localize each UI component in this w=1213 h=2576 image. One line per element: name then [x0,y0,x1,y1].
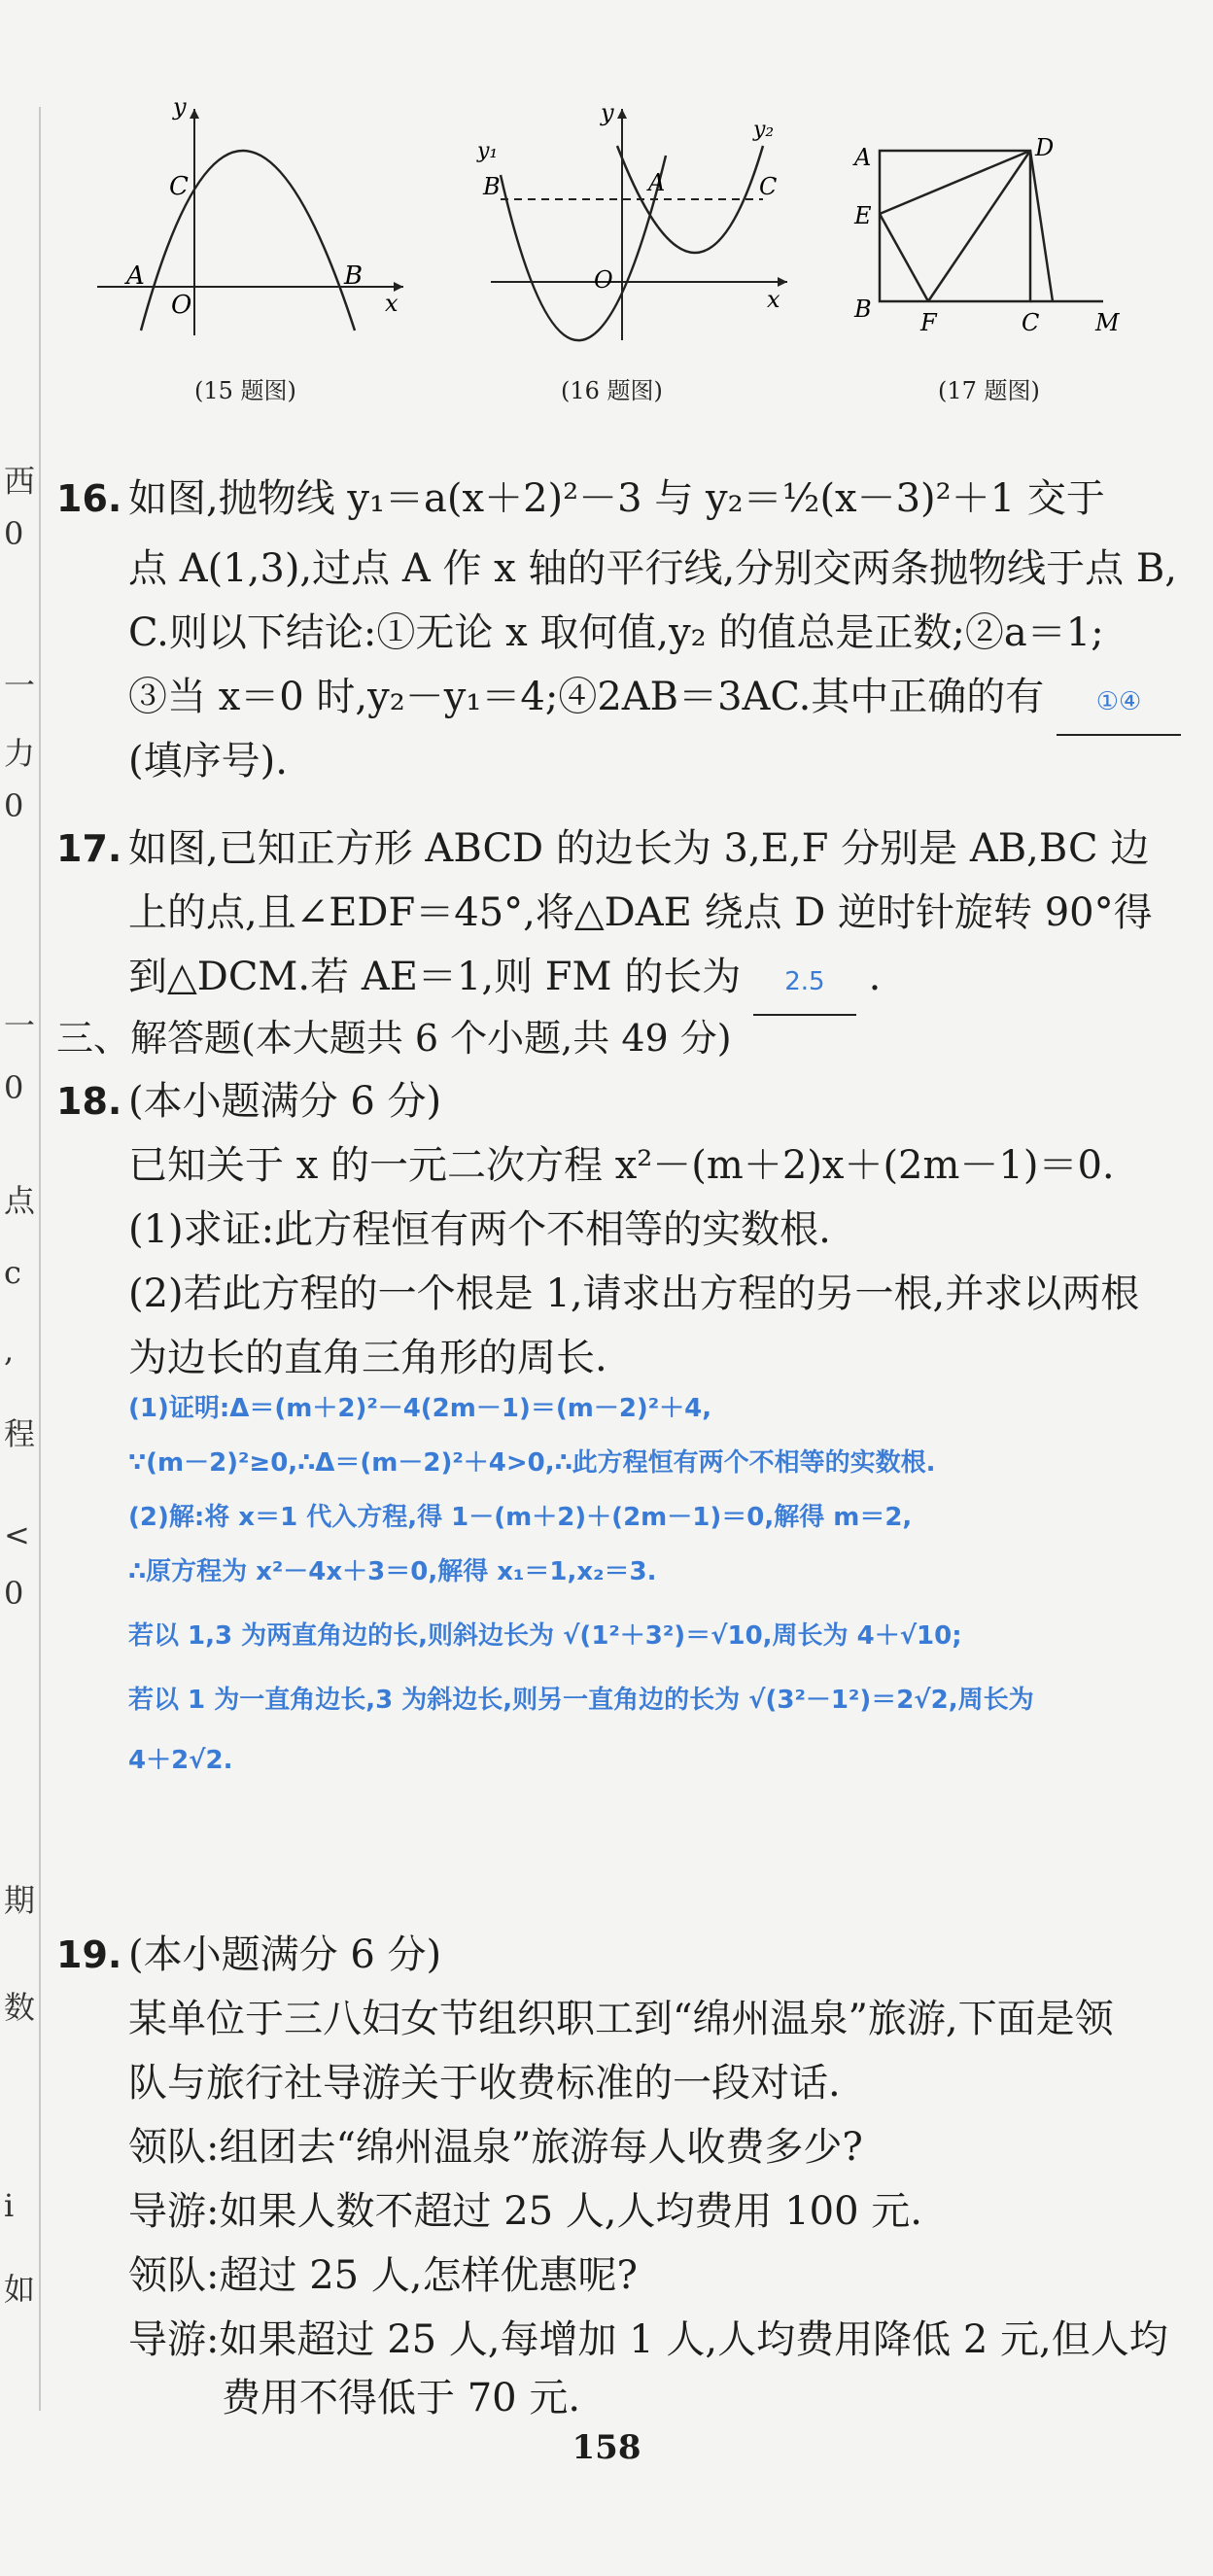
q18-solution-line-7: 4＋2√2. [128,1746,233,1775]
fig17-a-label: A [854,144,872,171]
gutter-glyph: 如 [4,2271,36,2308]
fig15-a-label: A [126,261,145,291]
gutter-glyph: i [4,2187,15,2224]
q16-line-4: ③当 x＝0 时,y₂－y₁＝4;④2AB＝3AC.其中正确的有 [128,675,1045,719]
gutter-glyph: 0 [4,1069,24,1106]
fig17-b-label: B [854,296,872,323]
q17-line-1: 如图,已知正方形 ABCD 的边长为 3,E,F 分别是 AB,BC 边 [128,826,1150,871]
question-number: 16. [56,477,122,520]
q18-line-4: (2)若此方程的一个根是 1,请求出方程的另一根,并求以两根 [128,1271,1140,1316]
q19-line-1: (本小题满分 6 分) [128,1932,442,1977]
question-17 [56,817,1174,1030]
q19-line-2: 某单位于三八妇女节组织职工到“绵州温泉”旅游,下面是领 [128,1997,1114,2041]
gutter-glyph: c [4,1254,21,1291]
q16-line-2: 点 A(1,3),过点 A 作 x 轴的平行线,分别交两条抛物线于点 B, [128,546,1177,591]
gutter-line [39,107,41,2411]
q17-line-3a: 到△DCM.若 AE＝1,则 FM 的长为 [128,955,742,999]
fig15-x-label: x [385,290,399,317]
q19-line-6: 领队:超过 25 人,怎样优惠呢? [128,2253,638,2298]
fig16-b-label: B [483,173,501,200]
figure-16-caption: (16 题图) [561,377,663,404]
q17-line-3b: . [868,955,882,999]
question-number: 18. [56,1080,122,1123]
fig16-x-label: x [767,286,780,313]
q16-line-5: (填序号). [128,739,288,783]
q18-solution-line-3: (2)解:将 x＝1 代入方程,得 1－(m＋2)＋(2m－1)＝0,解得 m＝2, [128,1503,913,1532]
q19-line-4: 领队:组团去“绵州温泉”旅游每人收费多少? [128,2125,863,2170]
gutter-glyph: 0 [4,1575,24,1612]
question-18 [56,1069,1174,1390]
q17-answer: 2.5 [753,950,856,1016]
q18-solution-line-2: ∵(m－2)²≥0,∴Δ＝(m－2)²＋4>0,∴此方程恒有两个不相等的实数根. [128,1448,936,1478]
question-number: 19. [56,1933,122,1976]
q17-line-2: 上的点,且∠EDF＝45°,将△DAE 绕点 D 逆时针旋转 90°得 [128,890,1153,935]
q16-line-3: C.则以下结论:①无论 x 取何值,y₂ 的值总是正数;②a＝1; [128,610,1104,655]
q18-solution-line-4: ∴原方程为 x²－4x＋3＝0,解得 x₁＝1,x₂＝3. [128,1557,657,1586]
q18-line-1: (本小题满分 6 分) [128,1079,442,1124]
gutter-glyph: 力 [4,735,36,772]
fig17-f-label: F [920,309,937,336]
question-19 [56,1923,1174,2428]
fig17-d-label: D [1035,134,1055,161]
gutter-glyph: 点 [4,1182,36,1219]
gutter-glyph: < [4,1516,30,1553]
question-number: 17. [56,827,122,870]
gutter-glyph: 西 [4,463,36,500]
figure-15 [87,97,418,404]
fig16-a-label: A [648,169,666,196]
fig16-c-label: C [759,173,778,200]
fig15-c-label: C [169,172,189,201]
q16-answer: ①④ [1057,670,1181,736]
figure-16 [471,97,802,404]
gutter-glyph: 0 [4,515,24,552]
gutter-glyph: 一 [4,667,36,704]
figure-17 [841,126,1152,404]
fig17-c-label: C [1022,309,1040,336]
gutter-glyph: 数 [4,1989,36,2026]
q18-solution-line-1: (1)证明:Δ＝(m＋2)²－4(2m－1)＝(m－2)²＋4, [128,1394,712,1423]
fig16-y1-label: y₁ [477,139,499,163]
fig16-y2-label: y₂ [753,118,775,142]
q19-line-3: 队与旅行社导游关于收费标准的一段对话. [128,2061,841,2106]
figure-15-caption: (15 题图) [194,377,296,404]
fig17-m-label: M [1095,309,1120,336]
q18-line-2: 已知关于 x 的一元二次方程 x²－(m＋2)x＋(2m－1)＝0. [128,1143,1115,1188]
q18-line-3: (1)求证:此方程恒有两个不相等的实数根. [128,1207,831,1252]
page-number: 158 [572,2428,641,2467]
q19-line-8: 费用不得低于 70 元. [222,2376,581,2420]
gutter-glyph: 程 [4,1415,36,1452]
question-16 [56,467,1177,836]
gutter-glyph: 一 [4,1007,36,1044]
fig16-o-label: O [594,266,613,294]
section-heading: 三、解答题(本大题共 6 个小题,共 49 分) [56,1017,732,1060]
q19-line-5: 导游:如果人数不超过 25 人,人均费用 100 元. [128,2189,923,2234]
q18-solution-line-5: 若以 1,3 为两直角边的长,则斜边长为 √(1²＋3²)＝√10,周长为 4＋√10; [128,1621,962,1651]
fig15-o-label: O [171,291,192,320]
figure-17-caption: (17 题图) [938,377,1040,404]
fig15-b-label: B [344,261,364,291]
gutter-glyph: , [4,1332,15,1369]
fig17-e-label: E [854,202,872,229]
gutter-glyphs [0,0,39,2576]
q16-line-1: 如图,抛物线 y₁＝a(x＋2)²－3 与 y₂＝½(x－3)²＋1 交于 [128,476,1105,521]
q18-line-5: 为边长的直角三角形的周长. [128,1336,607,1380]
fig16-y-label: y [601,99,614,126]
q18-solution-line-6: 若以 1 为一直角边长,3 为斜边长,则另一直角边的长为 √(3²－1²)＝2√2,周长为 [128,1686,1034,1715]
gutter-glyph: 期 [4,1882,36,1919]
q19-line-7: 导游:如果超过 25 人,每增加 1 人,人均费用降低 2 元,但人均 [128,2317,1168,2362]
gutter-glyph: 0 [4,787,24,824]
fig15-y-label: y [173,97,187,121]
